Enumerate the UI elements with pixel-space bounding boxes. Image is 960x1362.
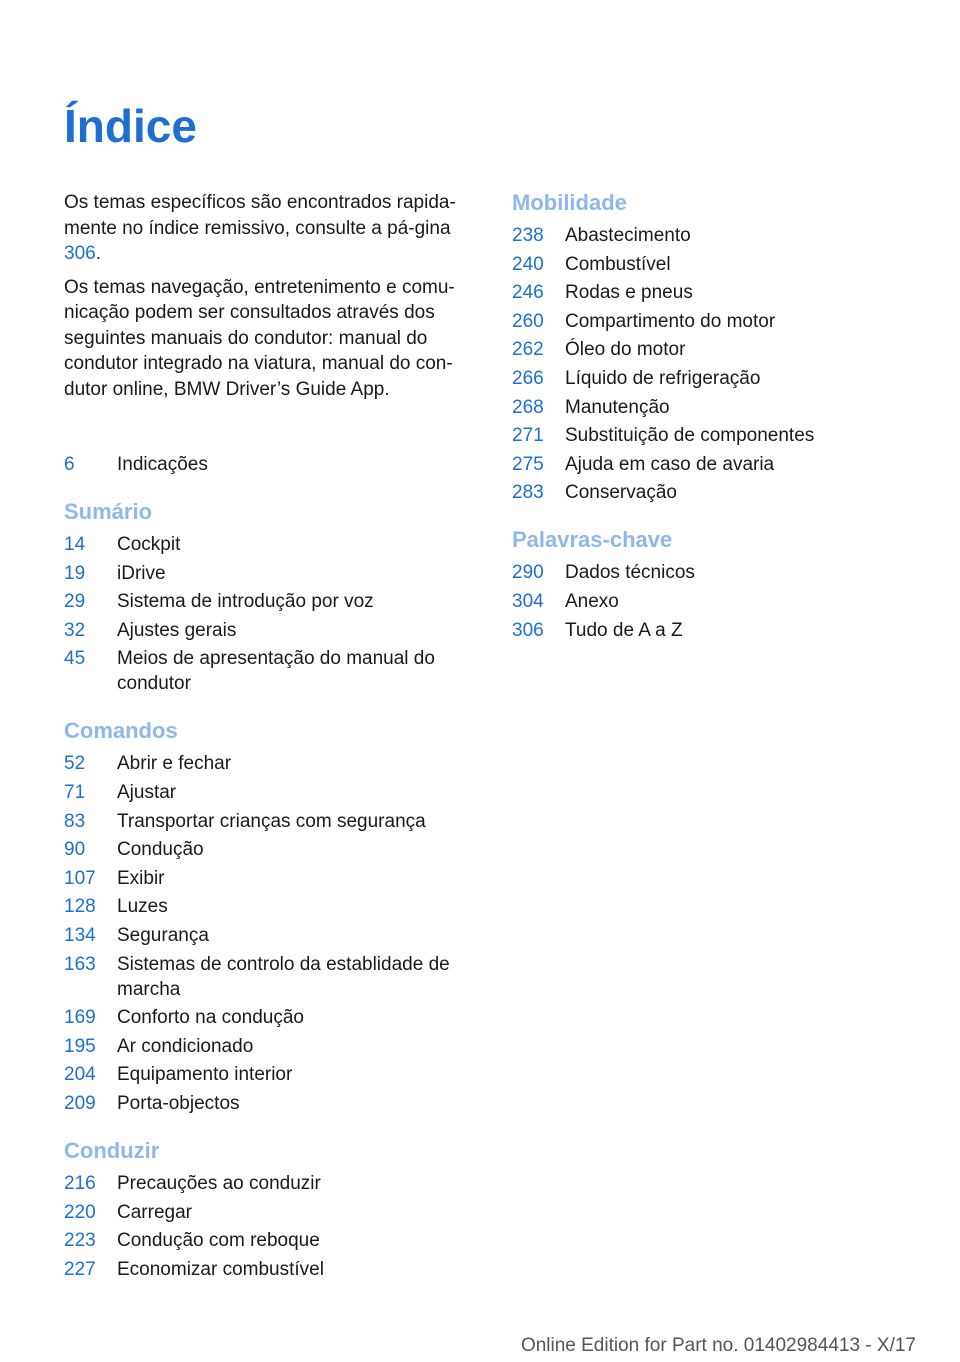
toc-entry[interactable] (512, 423, 932, 448)
toc-entry-label[interactable]: Rodas e pneus (565, 282, 693, 304)
toc-page-number[interactable]: 275 (512, 453, 544, 475)
toc-entry[interactable] (64, 751, 484, 776)
toc-group (64, 1136, 484, 1282)
toc-page-number[interactable]: 268 (512, 396, 544, 418)
toc-entry-label[interactable]: Indicações (117, 454, 208, 475)
toc-entry[interactable] (512, 309, 932, 334)
toc-entry-label[interactable]: Anexo (565, 590, 619, 612)
toc-entry-label[interactable]: Economizar combustível (117, 1258, 324, 1280)
toc-page-number[interactable]: 223 (64, 1230, 96, 1252)
toc-entry[interactable] (512, 480, 932, 505)
toc-entry-label[interactable]: Compartimento do motor (565, 310, 776, 332)
toc-entry[interactable] (64, 1257, 484, 1282)
toc-group (64, 716, 484, 1116)
toc-page-number[interactable]: 14 (64, 534, 86, 555)
toc-entry-label[interactable]: Equipamento interior (117, 1064, 293, 1086)
toc-page-number[interactable]: 107 (64, 867, 96, 889)
toc-entry-label[interactable]: Condução (117, 839, 204, 861)
toc-page-number[interactable]: 45 (64, 648, 86, 670)
toc-page-number[interactable]: 283 (512, 482, 544, 504)
toc-page-number[interactable]: 306 (512, 619, 544, 641)
toc-entry-label[interactable]: Cockpit (117, 534, 181, 555)
toc-left-column (64, 452, 484, 1302)
toc-entry[interactable] (64, 1091, 484, 1116)
toc-entry-label[interactable]: Conservação (565, 482, 677, 504)
toc-page-number[interactable]: 195 (64, 1035, 96, 1057)
toc-page-number[interactable]: 163 (64, 953, 96, 975)
toc-entry[interactable] (64, 894, 484, 919)
toc-group (64, 452, 484, 477)
toc-page-number[interactable]: 262 (512, 339, 544, 361)
footer-edition-text: Online Edition for Part no. 01402984413 - X/17 (520, 1335, 916, 1356)
toc-entry-label[interactable]: Conforto na condução (117, 1007, 304, 1029)
toc-page-number[interactable]: 240 (512, 253, 544, 275)
toc-entry-label[interactable]: Sistema de introdução por voz (117, 591, 374, 613)
toc-entry[interactable] (64, 561, 484, 586)
toc-page-number[interactable]: 52 (64, 753, 86, 775)
toc-entry[interactable] (512, 560, 932, 585)
toc-entry-label[interactable]: Ajuda em caso de avaria (565, 453, 775, 475)
toc-entry-label[interactable]: Exibir (117, 867, 165, 889)
toc-entry-label[interactable]: Dados técnicos (565, 562, 695, 584)
toc-entry[interactable] (512, 452, 932, 477)
toc-entry[interactable] (64, 952, 484, 1002)
toc-page-number[interactable]: 220 (64, 1201, 96, 1223)
toc-entry-label[interactable]: Transportar crianças com segurança (117, 810, 426, 832)
toc-entry[interactable] (512, 395, 932, 420)
toc-entry-label[interactable]: Luzes (117, 896, 168, 918)
toc-page-number[interactable]: 290 (512, 562, 544, 584)
intro-paragraph-2: Os temas navegação, entretenimento e comu-nicação podem ser consultados através dos seguintes manuais do condutor: manual do condutor integrado na viatura, manual do con-dutor online, BMW Driver’s Guide App. (64, 276, 455, 400)
toc-entry[interactable] (64, 1228, 484, 1253)
toc-group (512, 525, 932, 642)
toc-entry[interactable] (512, 589, 932, 614)
toc-entry[interactable] (64, 589, 484, 614)
intro-paragraph-1-end: . (95, 243, 101, 264)
toc-entry-label[interactable]: Sistemas de controlo da establidade de marcha (117, 953, 450, 1000)
toc-entry[interactable] (64, 923, 484, 948)
toc-page-number[interactable]: 260 (512, 310, 544, 332)
toc-entry-label[interactable]: Porta-objectos (117, 1092, 240, 1114)
toc-entry[interactable] (64, 837, 484, 862)
page-title: Índice (64, 100, 197, 152)
toc-page-number[interactable]: 128 (64, 896, 96, 918)
toc-entry[interactable] (64, 1062, 484, 1087)
toc-page-number[interactable]: 246 (512, 282, 544, 304)
toc-page-number[interactable]: 29 (64, 591, 86, 613)
toc-entry[interactable] (64, 532, 484, 557)
toc-page-number[interactable]: 238 (512, 225, 544, 246)
toc-entry[interactable] (64, 618, 484, 643)
toc-section-heading: Sumário (64, 499, 153, 524)
intro-paragraph-1-text: Os temas específicos são encontrados rapida-mente no índice remissivo, consulte a pá-gina (64, 192, 456, 239)
toc-entry[interactable] (64, 1034, 484, 1059)
toc-page-number[interactable]: 271 (512, 425, 544, 447)
toc-entry-label[interactable]: Carregar (117, 1201, 192, 1223)
toc-page-number[interactable]: 304 (512, 590, 544, 612)
toc-page-number[interactable]: 204 (64, 1064, 96, 1086)
toc-section-heading: Comandos (64, 718, 178, 744)
toc-entry[interactable] (512, 337, 932, 362)
toc-entry[interactable] (512, 618, 932, 643)
toc-entry[interactable] (512, 223, 932, 248)
toc-entry[interactable] (64, 1171, 484, 1196)
toc-page-number[interactable]: 216 (64, 1172, 96, 1194)
toc-section-heading: Conduzir (64, 1137, 160, 1163)
toc-entry[interactable] (64, 780, 484, 805)
toc-entry-label[interactable]: Meios de apresentação do manual do condutor (117, 648, 435, 695)
toc-entry[interactable] (64, 1200, 484, 1225)
toc-page-number[interactable]: 32 (64, 619, 86, 641)
toc-entry[interactable] (64, 866, 484, 891)
toc-entry[interactable] (64, 646, 484, 696)
toc-entry-label[interactable]: Ajustes gerais (117, 619, 237, 641)
toc-page-number[interactable]: 169 (64, 1007, 96, 1029)
toc-entry-label[interactable]: Ar condicionado (117, 1035, 254, 1057)
toc-entry[interactable] (64, 452, 484, 477)
toc-entry-label[interactable]: Óleo do motor (565, 339, 686, 361)
toc-entry-label[interactable]: Abrir e fechar (117, 753, 232, 775)
intro-paragraph-1 (64, 190, 476, 267)
toc-entry-label[interactable]: Tudo de A a Z (565, 619, 683, 641)
toc-entry-label[interactable]: iDrive (117, 562, 166, 584)
toc-entry-label[interactable]: Combustível (565, 253, 671, 275)
toc-entry-label[interactable]: Substituição de componentes (565, 425, 815, 447)
toc-page-number[interactable]: 266 (512, 367, 544, 389)
toc-entry-label[interactable]: Segurança (117, 924, 209, 946)
toc-entry-label[interactable]: Abastecimento (565, 225, 691, 246)
toc-entry[interactable] (64, 809, 484, 834)
toc-entry-label[interactable]: Condução com reboque (117, 1230, 320, 1252)
toc-entry[interactable] (512, 252, 932, 277)
toc-page-number[interactable]: 19 (64, 562, 86, 584)
toc-entry[interactable] (64, 1005, 484, 1030)
toc-page-number[interactable]: 71 (64, 781, 86, 803)
toc-entry[interactable] (512, 280, 932, 305)
toc-group (64, 497, 484, 696)
toc-entry-label[interactable]: Ajustar (117, 781, 177, 803)
toc-page-number[interactable]: 83 (64, 810, 86, 832)
toc-section-heading: Mobilidade (512, 190, 627, 215)
toc-entry-label[interactable]: Líquido de refrigeração (565, 367, 761, 389)
toc-entry[interactable] (512, 366, 932, 391)
toc-entry-label[interactable]: Manutenção (565, 396, 670, 418)
toc-page-number[interactable]: 209 (64, 1092, 96, 1114)
page-reference-link[interactable]: 306 (64, 243, 96, 264)
toc-right-column (512, 188, 932, 663)
toc-page-number[interactable]: 90 (64, 839, 86, 861)
toc-page-number[interactable]: 227 (64, 1258, 96, 1280)
toc-entry-label[interactable]: Precauções ao conduzir (117, 1172, 321, 1194)
toc-page-number[interactable]: 6 (64, 454, 75, 475)
intro-text (64, 190, 476, 410)
toc-section-heading: Palavras-chave (512, 527, 673, 553)
toc-group (512, 188, 932, 505)
toc-page-number[interactable]: 134 (64, 924, 96, 946)
